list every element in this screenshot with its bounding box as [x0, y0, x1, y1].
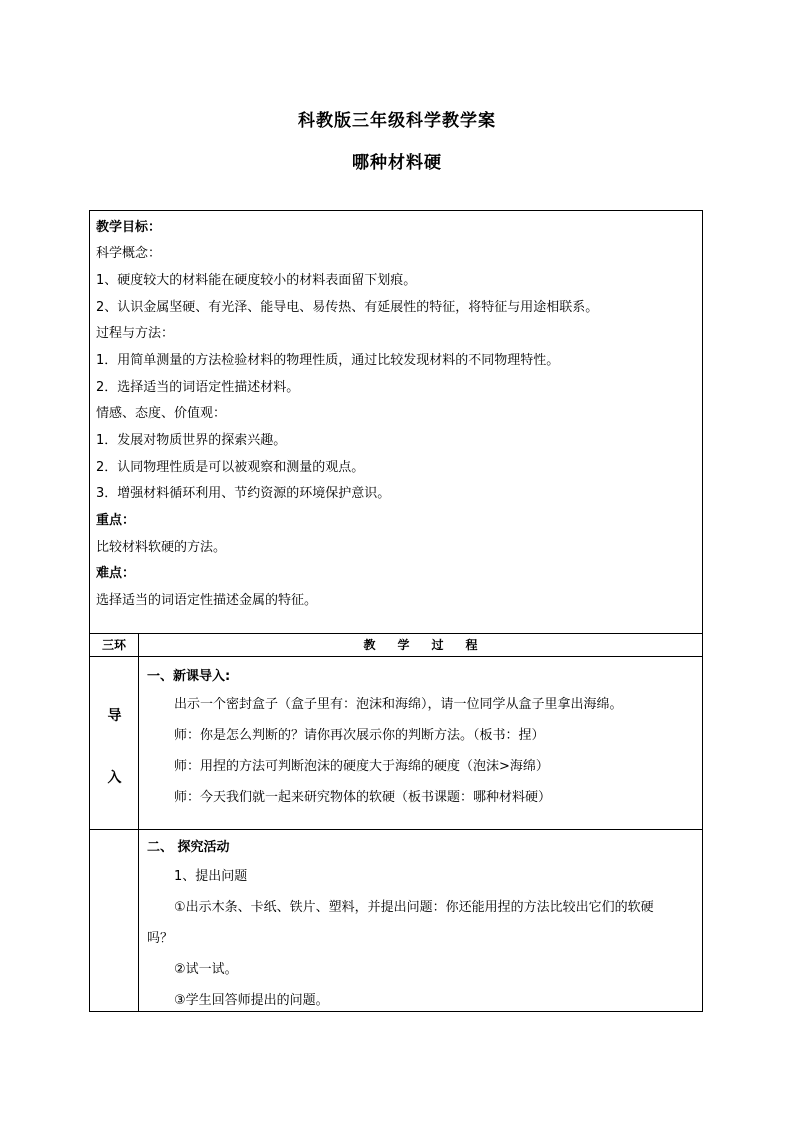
intro-line: 出示一个密封盒子（盒子里有：泡沫和海绵），请一位同学从盒子里拿出海绵。	[174, 697, 623, 712]
intro-heading: 一、新课导入:	[147, 669, 231, 684]
intro-line: 师：今天我们就一起来研究物体的软硬（板书课题：哪种材料硬）	[174, 790, 552, 805]
process-item: 1．用简单测量的方法检验材料的物理性质，通过比较发现材料的不同物理特性。	[96, 353, 560, 368]
key-point-text: 比较材料软硬的方法。	[96, 540, 227, 555]
concept-item: 1、硬度较大的材料能在硬度较小的材料表面留下划痕。	[96, 273, 417, 288]
document-title: 科教版三年级科学教学案	[298, 111, 496, 131]
process-item: 2．选择适当的词语定性描述材料。	[96, 380, 300, 395]
explore-stage-cell	[90, 830, 139, 1011]
attitude-item: 3．增强材料循环利用、节约资源的环境保护意识。	[96, 486, 391, 501]
explore-line: ①出示木条、卡纸、铁片、塑料，并提出问题：你还能用捏的方法比较出它们的软硬	[174, 900, 654, 915]
attitude-label: 情感、态度、价值观：	[96, 406, 227, 421]
explore-row	[90, 830, 702, 1011]
process-header-row	[90, 634, 702, 657]
explore-step: 1、提出问题	[174, 869, 248, 884]
process-column-header: 教学过程	[363, 638, 500, 652]
explore-heading: 二、 探究活动	[147, 840, 230, 855]
difficulty-label: 难点：	[96, 566, 136, 581]
lesson-table	[89, 210, 703, 1012]
intro-stage-cell	[90, 657, 139, 829]
stage-char: 入	[107, 770, 122, 786]
document-subtitle: 哪种材料硬	[352, 153, 442, 173]
objectives-heading: 教学目标：	[96, 220, 162, 235]
attitude-item: 1．发展对物质世界的探索兴趣。	[96, 433, 287, 448]
explore-line-continued: 吗？	[147, 931, 174, 946]
objectives-section	[90, 211, 702, 634]
process-label: 过程与方法：	[96, 326, 175, 341]
intro-line: 师：你是怎么判断的？请你再次展示你的判断方法。（板书：捏）	[174, 728, 545, 743]
concept-label: 科学概念：	[96, 246, 162, 261]
difficulty-text: 选择适当的词语定性描述金属的特征。	[96, 593, 318, 608]
explore-line: ③学生回答师提出的问题。	[174, 993, 329, 1008]
attitude-item: 2．认同物理性质是可以被观察和测量的观点。	[96, 460, 365, 475]
stage-char: 导	[107, 708, 122, 724]
stage-column-header: 三环	[90, 634, 139, 656]
intro-line: 师：用捏的方法可判断泡沫的硬度大于海绵的硬度（泡沫>海绵）	[174, 759, 549, 774]
explore-line: ②试一试。	[174, 962, 238, 977]
concept-item: 2、认识金属坚硬、有光泽、能导电、易传热、有延展性的特征，将特征与用途相联系。	[96, 300, 599, 315]
key-point-label: 重点：	[96, 513, 136, 528]
intro-row	[90, 657, 702, 830]
